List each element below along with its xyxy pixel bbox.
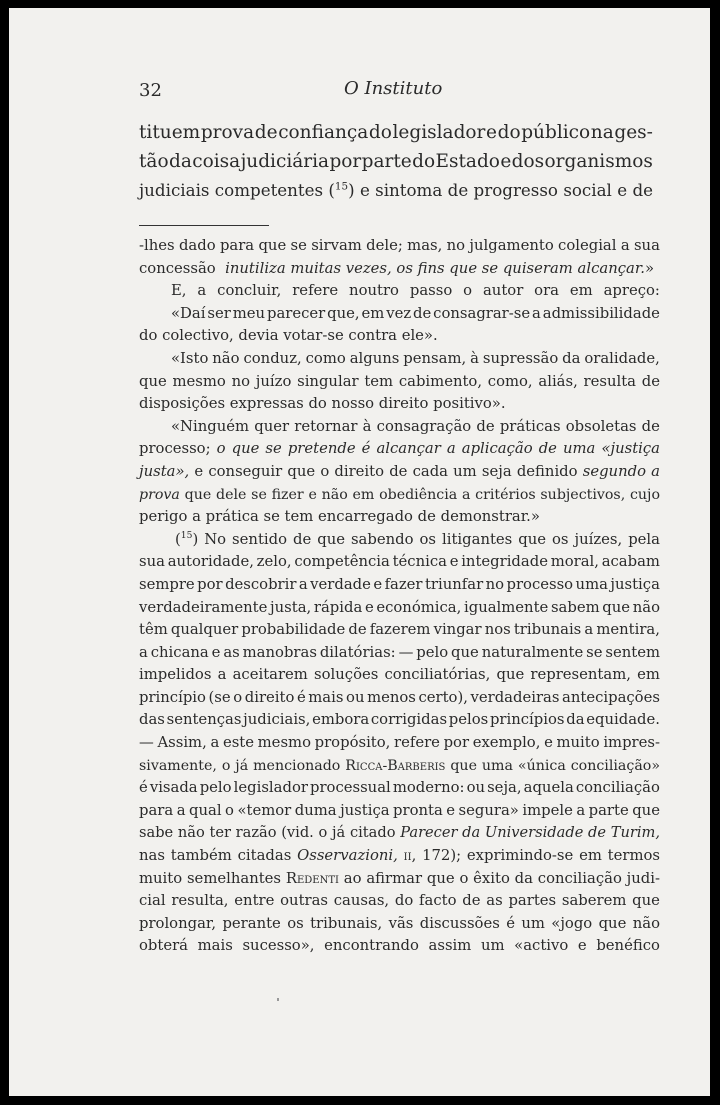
note-line: têm qualquer probabilidade de fazerem vingar nos tribunais a mentira,: [139, 621, 660, 639]
note-line: cial resulta, entre outras causas, do facto de as partes saberem que: [139, 892, 660, 910]
main-line-1: tituem prova de confiança do legislador e do público na ges-: [139, 122, 653, 143]
note-line: «Ninguém quer retornar à consagração de práticas obsoletas de: [171, 417, 660, 435]
author-name-ricca-barberis: Ricca-Barberis: [345, 757, 446, 774]
note-line: princípio (se o direito é mais ou menos certo), verdadeiras antecipações: [139, 688, 660, 706]
note-line: justa», e conseguir que o direito de cada um seja definido segundo a: [139, 462, 660, 480]
note-line: processo; o que se pretende é alcançar a aplicação de uma «justiça: [139, 440, 660, 458]
note-line: sua autoridade, zelo, competência técnica e integridade moral, acabam: [139, 553, 660, 571]
running-title: O Instituto: [344, 78, 443, 99]
note-line: — Assim, a este mesmo propósito, refere por exemplo, e muito impres-: [139, 734, 660, 752]
note-line: muito semelhantes Redenti ao afirmar que o êxito da conciliação judi-: [139, 869, 660, 887]
note-line: perigo a prática se tem encarregado de demonstrar.»: [139, 508, 540, 526]
note-line: sivamente, o já mencionado Ricca-Barberis que uma «única conciliação»: [139, 757, 661, 774]
note-line: obterá mais sucesso», encontrando assim um «activo e benéfico: [139, 937, 660, 955]
note-line: do colectivo, devia votar-se contra ele».: [139, 327, 438, 345]
footnote-reference-15: 15: [334, 180, 349, 193]
author-name-redenti: Redenti: [285, 869, 339, 887]
note-line: concessão inutiliza muitas vezes, os fins que se quiseram alcançar.»: [139, 259, 655, 277]
main-text: [139, 118, 653, 205]
note-line: sabe não ter razão (vid. o já citado Parecer da Universidade de Turim,: [139, 824, 660, 842]
footnote-15-first-line: ($^{15}$) No sentido de que sabendo os litigantes que os juízes, pela: [175, 529, 660, 548]
note-line: impelidos a aceitarem soluções conciliatórias, que representam, em: [139, 666, 660, 684]
note-line: «Isto não conduz, como alguns pensam, à supressão da oralidade,: [171, 349, 660, 367]
note-line: sempre por descobrir a verdade e fazer triunfar no processo uma justiça: [139, 575, 660, 593]
note-line: que mesmo no juízo singular tem cabimento, como, aliás, resulta de: [139, 372, 660, 390]
footnote-15-marker: ($^{15}$): [175, 529, 199, 548]
note-line: para a qual o «temor duma justiça pronta e segura» impele a parte que: [139, 801, 660, 819]
page-number: 32: [139, 80, 162, 101]
note-line: prolongar, perante os tribunais, vãs discussões é um «jogo que não: [139, 914, 660, 932]
main-line-2: tão da coisa judiciária por parte do Estado e dos organismos: [139, 151, 653, 172]
note-line: prova que dele se fizer e não em obediência a critérios subjectivos, cujo: [139, 486, 660, 503]
main-line-3: [139, 176, 653, 205]
footnote-separator: [139, 225, 269, 226]
paper-speck: [277, 998, 279, 1001]
note-line: verdadeiramente justa, rápida e económica, igualmente sabem que não: [139, 598, 660, 616]
note-line: -lhes dado para que se sirvam dele; mas, no julgamento colegial a sua: [139, 237, 660, 254]
footnotes: [139, 235, 660, 958]
note-line: disposições expressas do nosso direito positivo».: [139, 395, 506, 413]
book-page: [9, 8, 710, 1096]
note-line: E, a concluir, refere noutro passo o autor ora em apreço:: [171, 282, 660, 300]
note-line: é visada pelo legislador processual moderno: ou seja, aquela conciliação: [139, 779, 660, 797]
main-line-3-end: ) e sintoma de progresso social e de: [348, 180, 654, 200]
note-line: das sentenças judiciais, embora corrigidas pelos princípios da equidade.: [139, 711, 660, 729]
note-line: nas também citadas Osservazioni, ii, 172); exprimindo-se em termos: [139, 847, 660, 865]
note-line: a chicana e as manobras dilatórias: — pelo que naturalmente se sentem: [139, 643, 660, 661]
main-line-3-start: judiciais competentes (: [139, 180, 335, 200]
note-line: «Daí ser meu parecer que, em vez de consagrar-se a admissibilidade: [171, 304, 660, 322]
